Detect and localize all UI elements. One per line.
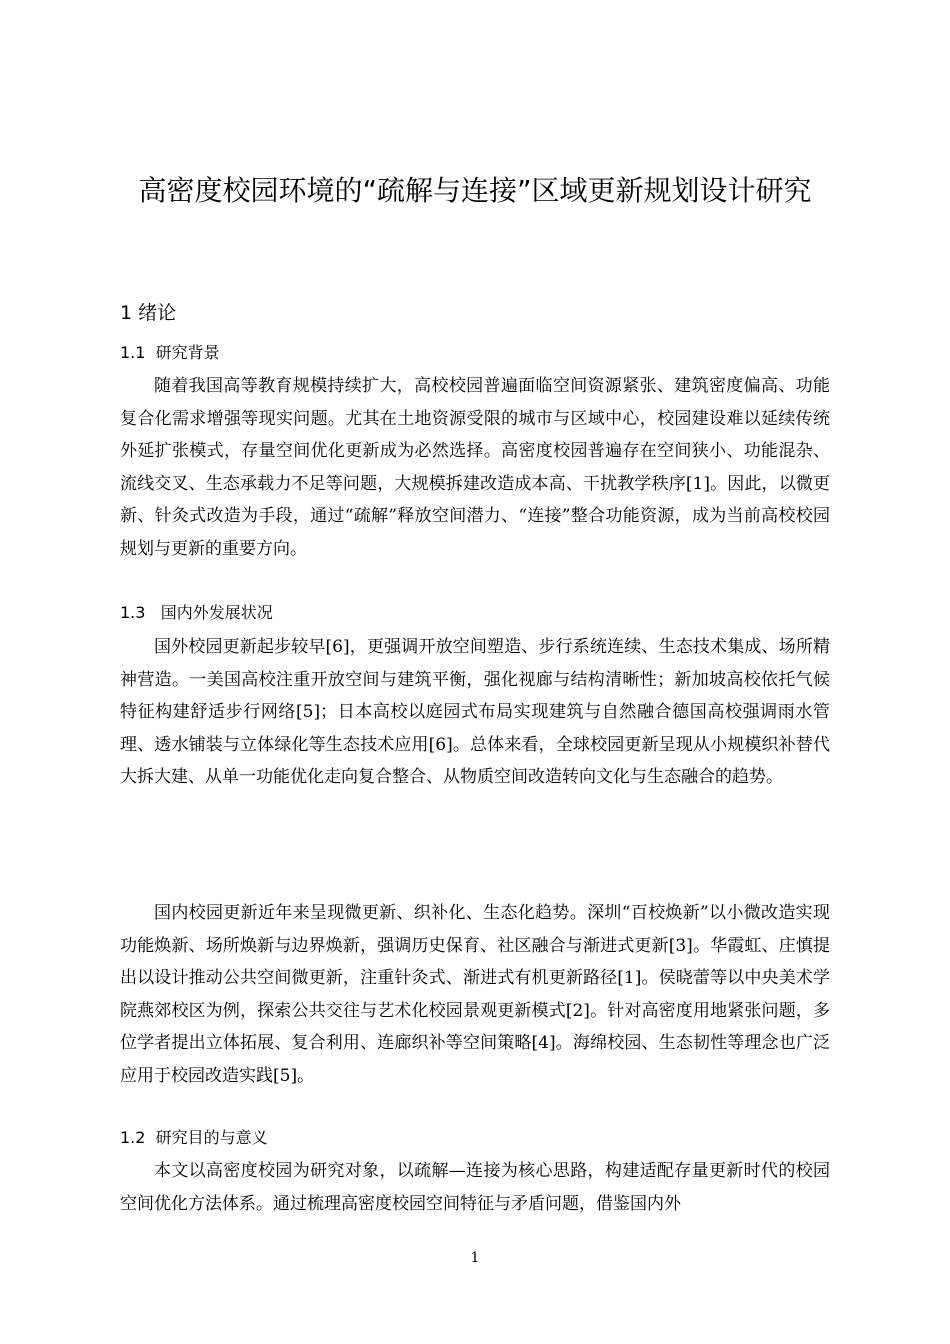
section-heading-purpose: 1.2 研究目的与意义 [120, 1128, 268, 1147]
paragraph-foreign-status: 国外校园更新起步较早[6]，更强调开放空间塑造、步行系统连续、生态技术集成、场所精神营造。一美国高校注重开放空间与建筑平衡，强化视廊与结构清晰性；新加坡高校依托气候特征构建舒适步行网络[5]；日本高校以庭园式布局实现建筑与自然融合德国高校强调雨水管理、透水铺装与立体绿化等生态技术应用[6]。总体来看，全球校园更新呈现从小规模织补替代大拆大建、从单一功能优化走向复合整合、从物质空间改造转向文化与生态融合的趋势。 [120, 637, 830, 787]
paragraph-domestic-status: 国内校园更新近年来呈现微更新、织补化、生态化趋势。深圳“百校焕新”以小微改造实现功能焕新、场所焕新与边界焕新，强调历史保育、社区融合与渐进式更新[3]。华霞虹、庄慎提出以设计推动公共空间微更新，注重针灸式、渐进式有机更新路径[1]。侯晓蕾等以中央美术学院燕郊校区为例，探索公共交往与艺术化校园景观更新模式[2]。针对高密度用地紧张问题，多位学者提出立体拓展、复合利用、连廊织补等空间策略[4]。海绵校园、生态韧性等理念也广泛应用于校园改造实践[5]。 [120, 903, 830, 1086]
chapter-heading: 1 绪论 [120, 302, 177, 324]
page-number: 1 [470, 1250, 480, 1266]
section-heading-background: 1.1 研究背景 [120, 343, 220, 362]
document-title: 高密度校园环境的“疏解与连接”区域更新规划设计研究 [138, 174, 812, 207]
paragraph-background: 随着我国高等教育规模持续扩大，高校校园普遍面临空间资源紧张、建筑密度偏高、功能复合化需求增强等现实问题。尤其在土地资源受限的城市与区域中心，校园建设难以延续传统外延扩张模式，存量空间优化更新成为必然选择。高密度校园普遍存在空间狭小、功能混杂、流线交叉、生态承载力不足等问题，大规模拆建改造成本高、干扰教学秩序[1]。因此，以微更新、针灸式改造为手段，通过“疏解”释放空间潜力、“连接”整合功能资源，成为当前高校校园规划与更新的重要方向。 [120, 376, 830, 559]
section-heading-status: 1.3 国内外发展状况 [120, 603, 273, 622]
paragraph-purpose: 本文以高密度校园为研究对象，以疏解—连接为核心思路，构建适配存量更新时代的校园空间优化方法体系。通过梳理高密度校园空间特征与矛盾问题，借鉴国内外 [120, 1161, 830, 1214]
